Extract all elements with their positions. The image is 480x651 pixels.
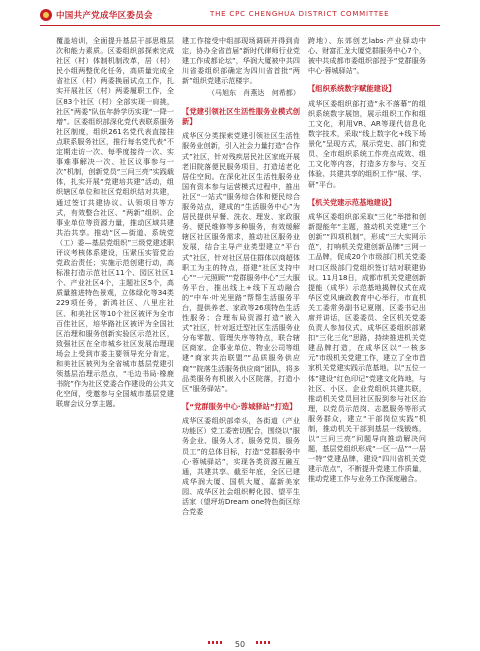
paragraph: 成华区委组织部采取“三化”举措和创新提能年“主题，推动机关党建“三个创新”“四项机制”，形成“三大实网示范”，打响机关党建创新品牌“三网一工品牌，促成20个市级部门机关党委对口区级部门党组织签订结对联建协议。11月18日，成都市机关党建创新提能（成华）示范基地揭牌仪式在成华区党风廉政教育中心举行，市直机关工委常务副书记夏刚，区委书记出席并讲话，区委委员、全区机关党委负责人参加仪式。成华区委组织部紧扣“三化三化”思路，持续推进机关党建品牌打造，在成华区以“一核多元”市级机关党建工作，建立了全市首家机关党建实践示范基地，以“五位一体”建设“红色印记”党建文化阵地，与社区、小区、企业党组织共建共联，推动机关党员回社区报到参与社区治理，以党员示范岗、志愿服务等形式服务群众，建立“干部岗位实践”机制，推动机关干部到基层一线锻炼，以“三问三亮”问题导向推动解决问题，基层党组织形成“一区一品”“一居一特”党建品牌，建设“四川省机关党建示范点”，不断提升党建工作质量，推动党建工作与业务工作深度融合。 <box>308 212 426 484</box>
paragraph: 成华区委组织部打造“永不落幕”的组织系统数字展馆，展示组织工作和组工文化，利用VR、AR等现代信息化数字技术，采取“线上数字化+线下场景化”呈现方式，展示党史、部门和党员、全市组织系统工作亮点成效、组工文化等内容，打造多方参与、交互体验、共建共享的组织工作“展、学、研”平台。 <box>308 98 426 189</box>
page-number: 50 <box>234 640 246 649</box>
header-rule <box>40 25 440 26</box>
column-2 <box>182 36 300 631</box>
section-heading: 【党建引领社区生活性服务业模式创新】 <box>182 106 300 126</box>
section-heading: 【组织系统数字赋能建设】 <box>308 84 396 94</box>
header-english-title: THE CPC CHENGHUA DISTRICT COMMITTEE <box>210 10 390 18</box>
article-body <box>56 36 426 631</box>
paragraph: 建工作接受中组部现场调研并得到肯定，协办全省首届“新时代律师行业党建工作成都论坛”，华润大厦被中共四川省委组织部确定为四川省首批“两新”组织党建示范楼宇。 <box>182 36 300 86</box>
header-title: 中国共产党成华区委员会 <box>56 11 153 21</box>
footer-ornament-left <box>208 641 224 644</box>
paragraph: 覆盖培训，全面提升基层干部思维层次和能力素质。区委组织部探索完成社区（村）体制机制改革，居（村）民小组两整优化任务，高质量完成全省社区（村）两委换届试点工作，扎实开展社区（村）两委履职工作，全区83个社区（村）全部实现一肩挑，社区“两委”队伍年龄学历实现“一降一增”。区委组织部深化党代表联系服务社区制度，组织261名党代表直接挂点联系服务社区，推行每名党代表“不定期走访一次、每季度接待一次、实事难事解决一次、社区议事参与一次”机制，创新党员“三问三亮”实践载体，扎实开展“党建培共建”活动，组织辖区单位和社区党组织结对共建，通过签订共建协议、认领项目等方式，有效整合社区、“两新”组织、企事业单位等资源力量，推动区域共建共治共享。推动“区—街道、系统党（工）委—基层党组织”三级党建述职评议考核体系建设，压紧压实管党治党政治责任；实施示范创建行动，高标准打造示范社区11个、园区社区1个、产业社区4个，主题社区5个，高质量推进特色景观，立体绿化等34类229项任务，新鸿社区、八里庄社区、和美社区等10个社区被评为全市百佳社区，培华路社区被评为全国社区治理和服务创新实验区示范社区，致强社区在全市城乡社区发展治理现场会上受到市委主要领导充分肯定，和美社区被列为全省城市基层党建引领基层治理示范点，“毛边书局·橡鹿书院”作为社区党委合作建设的公共文化空间，受邀参与全国城市基层党建联席会议分享主题。 <box>56 36 174 409</box>
column-1 <box>56 36 174 631</box>
paragraph: 跨地）、东郊创艺labs·产业驿动中心、财富汇龙大厦党群服务中心7个，被中共成都市委组织部授予“党群服务中心·蓉城驿站”。 <box>308 36 426 76</box>
section-heading: 【机关党建示范基地建设】 <box>308 197 396 207</box>
page-header <box>0 0 480 30</box>
page-footer <box>0 632 480 651</box>
paragraph: 成华区分类探索党建引领社区生活性服务业创新，引入社会力量打造“合作式”社区，针对残疾居民社区家庭开展老旧院落便民服务项目，打造适老化居住空间。在深化社区生活性服务业国有资本参与运营模式过程中，推出社区“一站式”服务综合体和便民综合服务站点，建成的“生活服务中心”为居民提供早餐、洗衣、理发、家政服务、便民维修等多种服务，有效缓解辖区社区服务需求，推动社区服务业发展，结合主导产业类型建立“平台式”社区，针对社区居住群体以商超体职工为主的特点，搭建“社区支持中心”“一元照顾”“党群服务中心”三大服务平台，推出线上+线下互动融合的“中车·叶光里路”帮帮生活服务平台，提供养老、家政等26项特色生活性服务；合理布局资源打造“嵌入式”社区，针对返迁型社区生活服务业分布零散、管理失序等特点，联合辖区商家、企事业单位、物业公司等组建“商家共治联盟”“品质服务供应商”“院落生活服务供应商”团队，将多品类服务有机嵌入小区院落，打造小区“服务驿站”。 <box>182 131 300 393</box>
party-emblem-icon <box>40 9 52 21</box>
column-3 <box>308 36 426 631</box>
section-heading: 【“党群服务中心·蓉城驿站”打造】 <box>182 401 297 411</box>
paragraph: 成华区委组织部牵头，各街道（产业功能区）党工委密切配合，围绕以“服务企业、服务人才、服务党员、服务员工”的总体目标，打造“党群服务中心·蓉城驿站”，实现各类资源互融互通，共建共享。截至年底，全区已建成华润大厦、国机大厦、嘉新美家园、成华区社会组织孵化园、望平生活家（望坪坊Dream one特色街区综合党委 <box>182 416 300 517</box>
footer-ornament-right <box>256 641 272 644</box>
author-signature: （马旭东 肖燕达 何希都） <box>207 88 300 98</box>
